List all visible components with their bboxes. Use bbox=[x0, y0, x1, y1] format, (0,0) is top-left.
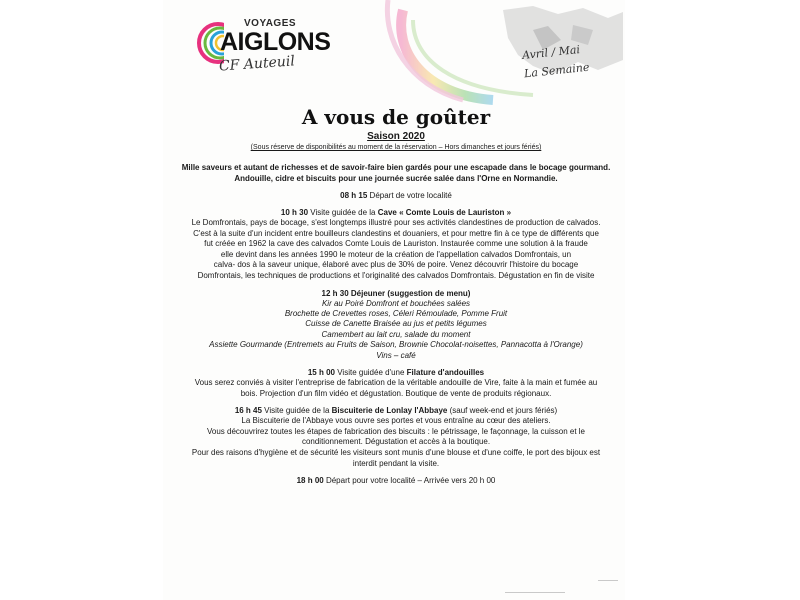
step-text: Visite guidée de la bbox=[308, 208, 378, 217]
step-text: Visite guidée de la bbox=[261, 406, 332, 416]
paragraph-line: elle devint dans les années 1990 le moteur de la création de l'appellation calvados Domfrontais, un bbox=[220, 249, 572, 259]
menu-item: Vins – café bbox=[376, 350, 416, 360]
intro-line: Mille saveurs et autant de richesses et de savoir-faire bien gardés pour une escapade dans le bocage gourmand. bbox=[181, 163, 611, 172]
handwritten-note-right-line2: La Semaine bbox=[523, 60, 591, 81]
paragraph-line: Le Domfrontais, pays de bocage, s'est longtemps illustré pour ses activités clandestines de production de calvados. bbox=[191, 218, 601, 227]
menu-item: Kir au Poiré Domfront et bouchées salées bbox=[321, 298, 471, 308]
logo-aiglons-text: AIGLONS bbox=[220, 28, 331, 56]
biscuiterie-description bbox=[180, 416, 612, 469]
page-title: A vous de goûter bbox=[301, 105, 491, 129]
step-place: Biscuiterie de Lonlay l'Abbaye bbox=[331, 406, 448, 416]
step-time: 08 h 15 bbox=[340, 191, 368, 200]
scan-artifact-line bbox=[598, 580, 618, 581]
step-time: 18 h 00 bbox=[296, 476, 324, 486]
paragraph-line: interdit pendant la visite. bbox=[352, 458, 440, 468]
season-label: Saison 2020 bbox=[367, 131, 425, 142]
paragraph-line: Vous serez conviés à visiter l'entreprise de fabrication de la véritable andouille de Vire, faite à la main et fumée au bbox=[194, 378, 598, 387]
paragraph-line: Pour des raisons d'hygiène et de sécurité les visiteurs sont munis d'une blouse et d'une coiffe, le port des bijoux est bbox=[191, 447, 601, 457]
paragraph-line: C'est à la suite d'un incident entre bouilleurs clandestins et douaniers, et pour mettre fin à ce type de différents que bbox=[193, 228, 599, 238]
paragraph-line: calva- dos à la saveur unique, élaboré avec plus de 30% de poire. Venez découvrir l'histoire du bocage bbox=[213, 260, 579, 270]
step-time: 16 h 45 bbox=[234, 406, 262, 416]
step-cave bbox=[180, 207, 612, 218]
step-place: Cave « Comte Louis de Lauriston » bbox=[377, 208, 512, 217]
paragraph-line: bois. Projection d'un film vidéo et dégustation. Boutique de vente de produits régionaux. bbox=[240, 388, 552, 398]
program-content bbox=[180, 104, 612, 486]
step-retour bbox=[180, 475, 612, 486]
paragraph-line: Domfrontais, les techniques de productions et l'originalité des calvados Domfrontais. Dégustation en fin de visite bbox=[197, 270, 595, 280]
step-time: 15 h 00 bbox=[307, 368, 335, 377]
paragraph-line: Vous découvrirez toutes les étapes de fabrication des biscuits : le pétrissage, le façonnage, la cuisson et le bbox=[207, 426, 585, 436]
step-depart bbox=[180, 190, 612, 201]
lunch-menu bbox=[180, 299, 612, 361]
step-text: (sauf week-end et jours fériés) bbox=[447, 406, 558, 416]
scan-artifact-line bbox=[505, 592, 565, 593]
step-place: Filature d'andouilles bbox=[406, 368, 485, 377]
menu-item: Assiette Gourmande (Entremets au Fruits de Saison, Brownie Chocolat-noisettes, Pannacotta à l'Orange) bbox=[209, 340, 583, 350]
reservation-note: (Sous réserve de disponibilités au moment de la réservation – Hors dimanches et jours fériés) bbox=[250, 144, 542, 151]
step-text: Visite guidée d'une bbox=[335, 368, 407, 377]
menu-item: Camembert au lait cru, salade du moment bbox=[321, 329, 471, 339]
logo-voyages-text: VOYAGES bbox=[244, 18, 297, 29]
intro-line: Andouille, cidre et biscuits pour une journée sucrée salée dans l'Orne en Normandie. bbox=[234, 174, 558, 183]
menu-item: Cuisse de Canette Braisée au jus et petits légumes bbox=[305, 319, 487, 329]
step-time: 10 h 30 bbox=[280, 208, 309, 217]
handwritten-note-right-line1: Avril / Mai bbox=[521, 43, 581, 62]
step-biscuiterie bbox=[180, 405, 612, 416]
decorative-map-swirl bbox=[383, 0, 625, 105]
intro-paragraph bbox=[180, 162, 612, 184]
filature-description bbox=[180, 378, 612, 399]
step-text: Déjeuner (suggestion de menu) bbox=[348, 288, 471, 298]
step-dejeuner bbox=[180, 288, 612, 299]
step-time: 12 h 30 bbox=[321, 288, 349, 298]
step-text: Départ de votre localité bbox=[367, 191, 452, 200]
paragraph-line: fut créée en 1962 la cave des calvados Comte Louis de Lauriston. Instaurée comme une solution à la fraude bbox=[204, 239, 588, 249]
menu-item: Brochette de Crevettes roses, Céleri Rémoulade, Pomme Fruit bbox=[284, 308, 508, 318]
paragraph-line: conditionnement. Dégustation et accès à la boutique. bbox=[301, 437, 491, 447]
step-filature bbox=[180, 367, 612, 378]
handwritten-note-left: CF Auteuil bbox=[218, 53, 296, 75]
paragraph-line: La Biscuiterie de l'Abbaye vous ouvre ses portes et vous entraîne au cœur des ateliers. bbox=[241, 416, 551, 426]
step-text: Départ pour votre localité – Arrivée vers 20 h 00 bbox=[323, 476, 496, 486]
cave-description bbox=[180, 218, 612, 282]
